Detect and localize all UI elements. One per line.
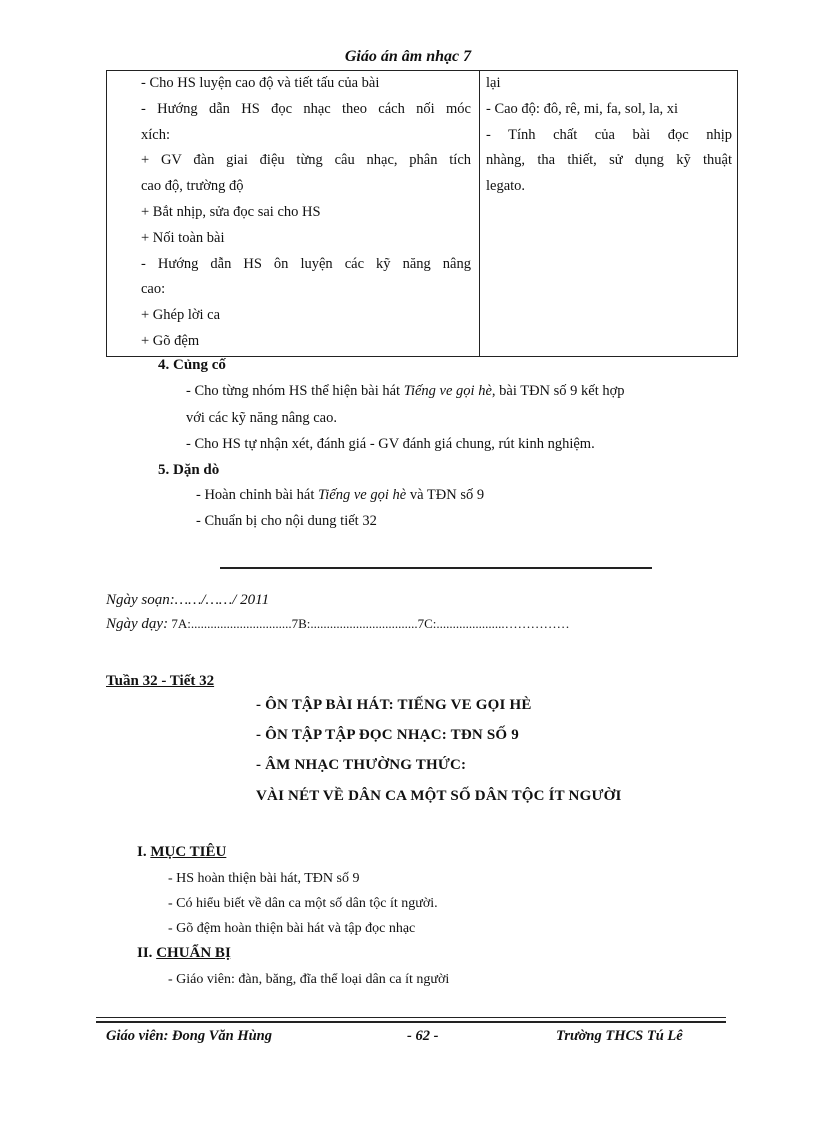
objective-item: - Có hiểu biết về dân ca một số dân tộc ít người. bbox=[168, 896, 438, 911]
date-prepared-value: ……/……/ 2011 bbox=[174, 592, 270, 608]
dando-text: và TĐN số 9 bbox=[406, 487, 485, 503]
lesson-topic: - ÂM NHẠC THƯỜNG THỨC: bbox=[256, 757, 467, 773]
table-left-column bbox=[141, 71, 471, 355]
objectives-title: MỤC TIÊU bbox=[150, 844, 227, 860]
date-prepared bbox=[106, 592, 269, 609]
table-left-line: + Bắt nhịp, sửa đọc sai cho HS bbox=[141, 203, 321, 220]
preparation-number: II. bbox=[137, 945, 157, 961]
date-prepared-label: Ngày soạn: bbox=[106, 592, 175, 608]
table-left-line: - Hướng dẫn HS ôn luyện các kỹ năng nâng bbox=[141, 255, 471, 272]
lesson-topic: - ÔN TẬP TẬP ĐỌC NHẠC: TĐN SỐ 9 bbox=[256, 727, 519, 743]
date-taught bbox=[106, 616, 570, 633]
footer-rule bbox=[96, 1017, 726, 1018]
song-title: Tiếng ve gọi hè bbox=[403, 383, 492, 399]
table-left-line: - Cho HS luyện cao độ và tiết tấu của bài bbox=[141, 75, 380, 91]
footer-page-number: - 62 - bbox=[407, 1028, 439, 1044]
section-heading-dando: 5. Dặn dò bbox=[158, 462, 220, 478]
table-right-line: legato. bbox=[486, 178, 526, 195]
document-header-title: Giáo án âm nhạc 7 bbox=[344, 48, 472, 65]
preparation-item: - Giáo viên: đàn, băng, đĩa thể loại dân ca ít người bbox=[168, 972, 450, 987]
cungco-text: - Cho từng nhóm HS thể hiện bài hát bbox=[186, 383, 404, 399]
footer-teacher: Giáo viên: Đong Văn Hùng bbox=[106, 1028, 272, 1044]
objective-item: - HS hoàn thiện bài hát, TĐN số 9 bbox=[168, 871, 360, 886]
table-right-line: - Cao độ: đô, rê, mi, fa, sol, la, xi bbox=[486, 100, 679, 117]
lesson-table bbox=[106, 70, 738, 357]
separator-line bbox=[220, 567, 652, 569]
song-title: Tiếng ve gọi hè bbox=[318, 487, 407, 503]
objectives-number: I. bbox=[137, 844, 151, 860]
table-left-line: xích: bbox=[141, 126, 170, 143]
section-heading-cungco: 4. Củng cố bbox=[158, 357, 226, 373]
preparation-title: CHUẨN BỊ bbox=[156, 945, 231, 961]
footer-school: Trường THCS Tú Lê bbox=[556, 1028, 683, 1044]
table-left-line: + GV đàn giai điệu từng câu nhạc, phân tích bbox=[141, 152, 471, 169]
date-taught-label: Ngày dạy: bbox=[106, 616, 169, 632]
lesson-topic: VÀI NÉT VỀ DÂN CA MỘT SỐ DÂN TỘC ÍT NGƯỜI bbox=[256, 788, 622, 804]
table-right-line: - Tính chất của bài đọc nhịp bbox=[486, 126, 732, 143]
objective-item: - Gõ đệm hoàn thiện bài hát và tập đọc nhạc bbox=[168, 921, 416, 936]
objectives-heading bbox=[137, 844, 226, 861]
table-right-line: nhàng, tha thiết, sử dụng kỹ thuật bbox=[486, 152, 732, 169]
dando-paragraph-1 bbox=[196, 487, 484, 504]
table-right-column bbox=[486, 71, 732, 200]
preparation-heading bbox=[137, 945, 231, 962]
cungco-text: , bài TĐN số 9 kết hợp bbox=[491, 383, 625, 399]
cungco-paragraph-2: - Cho HS tự nhận xét, đánh giá - GV đánh giá chung, rút kinh nghiệm. bbox=[186, 436, 595, 452]
table-left-line: + Gõ đệm bbox=[141, 332, 200, 349]
table-left-line: + Nối toàn bài bbox=[141, 229, 225, 246]
table-left-line: cao độ, trường độ bbox=[141, 178, 244, 195]
lesson-topic: - ÔN TẬP BÀI HÁT: TIẾNG VE GỌI HÈ bbox=[256, 697, 532, 713]
date-taught-value: 7A:...............................7B:.................................7C:.....................…………… bbox=[168, 616, 570, 631]
footer-rule bbox=[96, 1021, 726, 1023]
dando-text: - Hoàn chỉnh bài hát bbox=[196, 487, 319, 503]
cungco-paragraph-1-cont: với các kỹ năng nâng cao. bbox=[186, 410, 337, 426]
table-left-line: cao: bbox=[141, 281, 166, 298]
dando-paragraph-2: - Chuẩn bị cho nội dung tiết 32 bbox=[196, 513, 377, 529]
table-column-divider bbox=[479, 71, 480, 356]
week-lesson-title: Tuần 32 - Tiết 32 bbox=[106, 673, 215, 689]
cungco-paragraph-1 bbox=[186, 383, 625, 400]
table-left-line: + Ghép lời ca bbox=[141, 307, 221, 324]
table-right-line: lại bbox=[486, 75, 501, 91]
table-left-line: - Hướng dẫn HS đọc nhạc theo cách nối móc bbox=[141, 100, 471, 117]
